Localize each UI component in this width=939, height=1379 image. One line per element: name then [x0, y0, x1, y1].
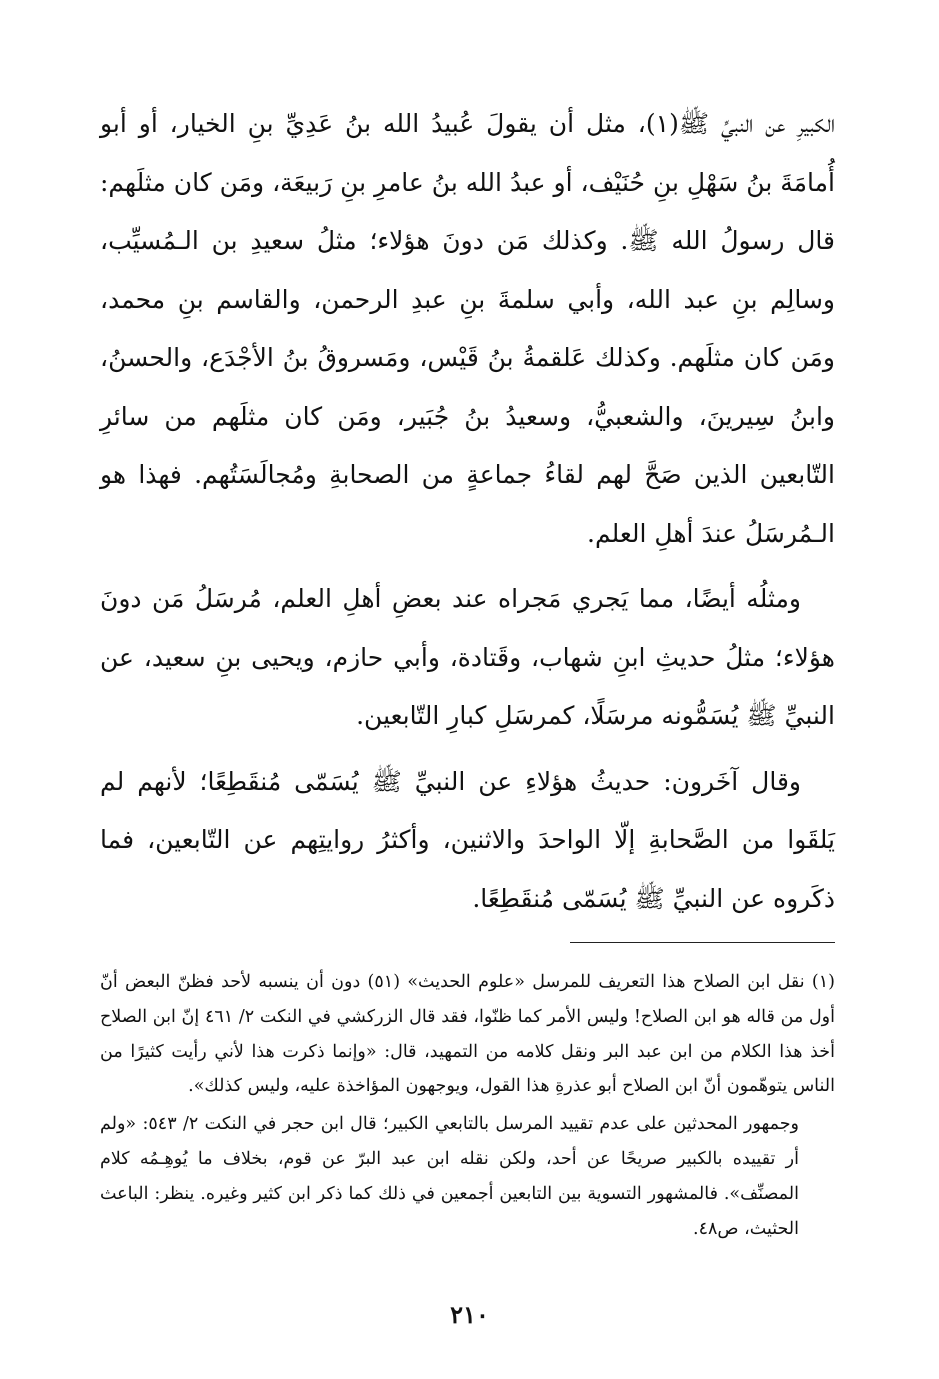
main-text: [100, 95, 835, 928]
footnote-divider: [570, 942, 835, 943]
paragraph: ومثلُه أيضًا، مما يَجري مَجراه عند بعضِ أهلِ العلم، مُرسَلُ مَن دونَ هؤلاء؛ مثلُ حديثِ ابنِ شهاب، وقَتادة، وأبي حازم، ويحيى بنِ سعيد، عن النبيِّ ﷺ يُسَمُّونه مرسَلًا، كمرسَلِ كبارِ التّابعين.: [100, 584, 835, 730]
page-number: ٢١٠: [450, 1300, 489, 1329]
paragraph: وقال آخَرون: حديثُ هؤلاءِ عن النبيِّ ﷺ يُسَمّى مُنقَطِعًا؛ لأنهم لم يَلقَوا من الصَّحابةِ إلّا الواحدَ والاثنين، وأكثرُ روايتِهم عن التّابعين، فما ذكَروه عن النبيِّ ﷺ يُسَمّى مُنقَطِعًا.: [100, 766, 835, 913]
footnotes: [100, 965, 835, 1246]
footnote-continuation: وجمهور المحدثين على عدم تقييد المرسل بالتابعي الكبير؛ قال ابن حجر في النكت ٢/ ٥٤٣: «ولم أر تقييده بالكبير صريحًا عن أحد، ولكن نقله ابن عبد البرّ عن قوم، بخلاف ما يُوهِـمُه كلام المصنِّف». فالمشهور التسوية بين التابعين أجمعين في ذلك كما ذكر ابن كثير وغيره. ينظر: الباعث الحثيث، ص٤٨.: [100, 1114, 799, 1239]
footnote: (١) نقل ابن الصلاح هذا التعريف للمرسل «علوم الحديث» (٥١) دون أن ينسبه لأحد فظنّ البعض أنّ أول من قاله هو ابن الصلاح! وليس الأمر كما ظنّوا، فقد قال الزركشي في النكت ٢/ ٤٦١ إنّ ابن الصلاح أخذ هذا الكلام من ابن عبد البر ونقل كلامه من التمهيد، قال: «وإنما ذكرت هذا لأني رأيت كثيرًا من الناس يتوهّمون أنّ ابن الصلاح أبو عذرةِ هذا القول، ويوجهون المؤاخذة عليه، وليس كذلك».: [100, 972, 835, 1097]
book-page: [100, 95, 835, 1365]
paragraph: الكبيرِ عن النبيِّ ﷺ(١)، مثل أن يقولَ عُبيدُ الله بنُ عَدِيِّ بنِ الخيار، أو أبو أُمامَةَ بنُ سَهْلِ بنِ حُنَيْف، أو عبدُ الله بنُ عامرِ بنِ رَبيعَة، ومَن كان مثلَهم: قال رسولُ الله ﷺ. وكذلك مَن دونَ هؤلاء؛ مثلُ سعيدِ بن الـمُسيِّب، وسالِم بنِ عبد الله، وأبي سلمةَ بنِ عبدِ الرحمن، والقاسم بنِ محمد، ومَن كان مثلَهم. وكذلك عَلقمةُ بنُ قَيْس، ومَسروقُ بنُ الأجْدَع، والحسنُ، وابنُ سِيرينَ، والشعبيُّ، وسعيدُ بنُ جُبَير، ومَن كان مثلَهم من سائرِ التّابعين الذين صَحَّ لهم لقاءُ جماعةٍ من الصحابةِ ومُجالَسَتُهم. فهذا هو الـمُرسَلُ عندَ أهلِ العلم.: [100, 109, 835, 548]
